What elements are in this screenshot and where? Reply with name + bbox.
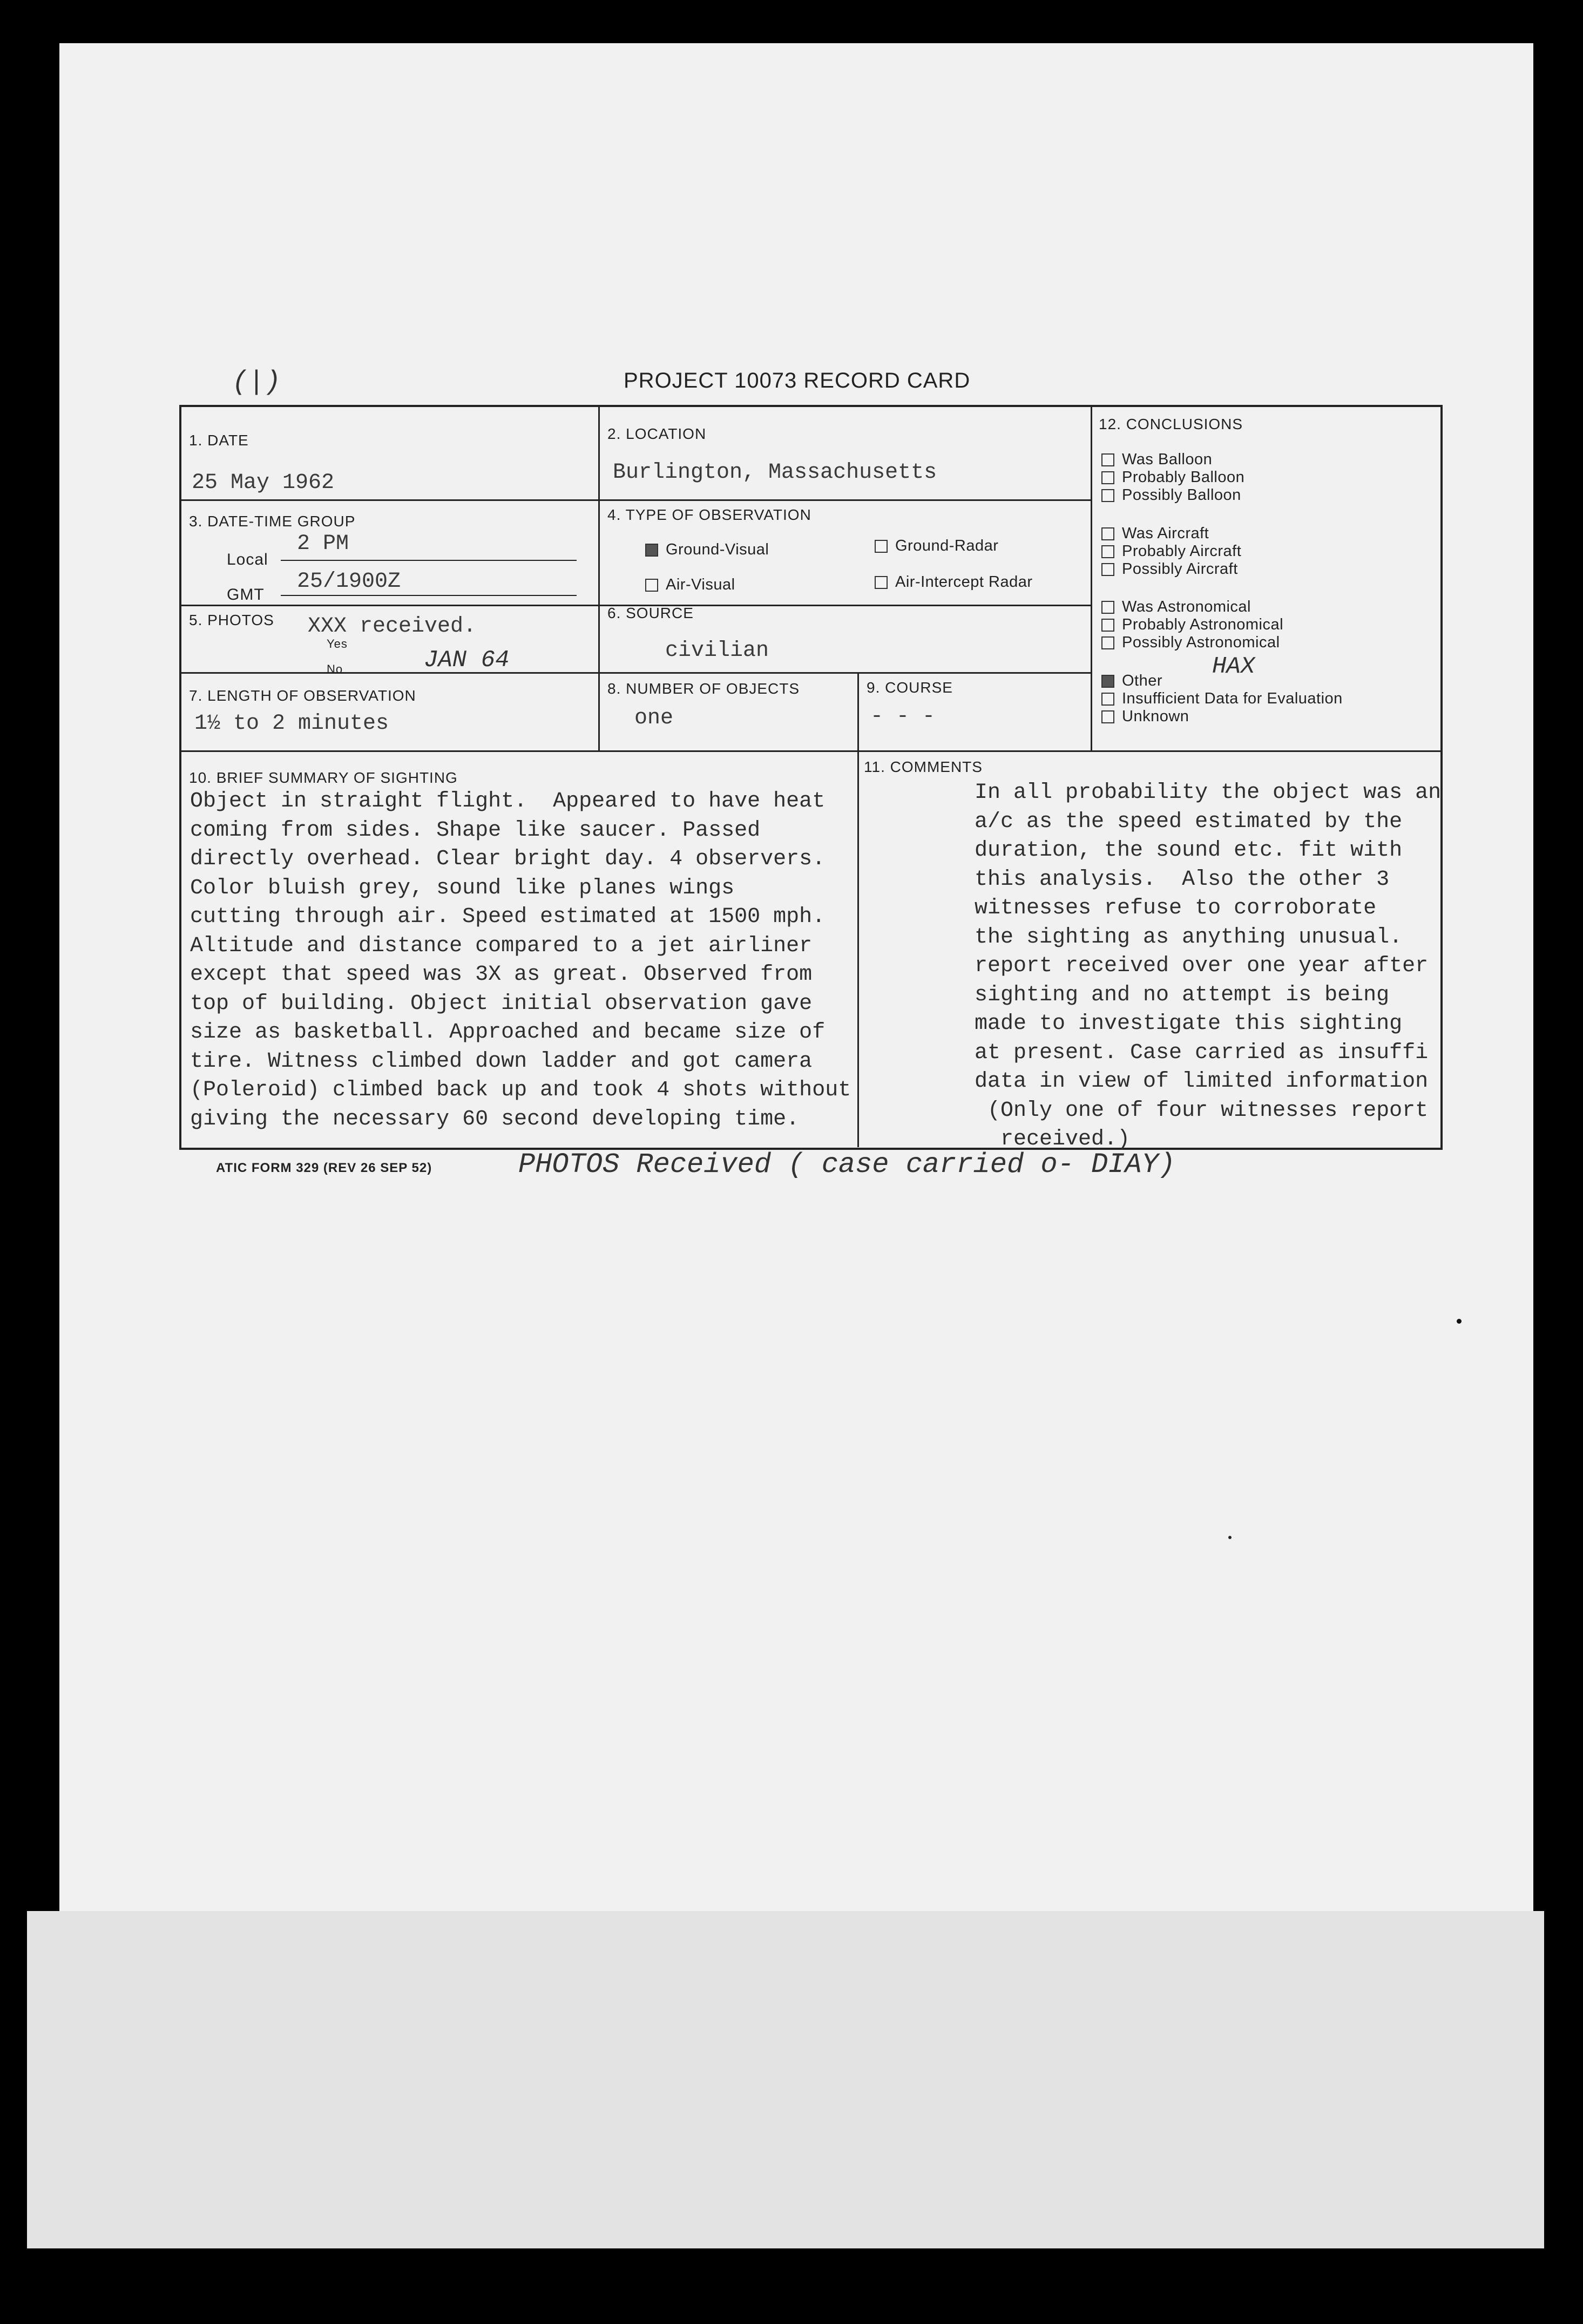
conclusion-text: Possibly Balloon [1122, 486, 1241, 504]
card-border-left [179, 405, 181, 1150]
comments-line: witnesses refuse to corroborate [975, 896, 1377, 920]
summary-line: Altitude and distance compared to a jet airliner [190, 933, 813, 958]
summary-text [190, 787, 851, 1134]
comments-line: the sighting as anything unusual. [975, 925, 1403, 950]
conclusions-group-aircraft [1101, 525, 1241, 578]
conclusion-unknown[interactable] [1101, 708, 1343, 726]
number-of-objects-label: 8. NUMBER OF OBJECTS [607, 680, 800, 697]
summary-line: coming from sides. Shape like saucer. Passed [190, 818, 761, 843]
summary-line: tire. Witness climbed down ladder and got camera [190, 1049, 813, 1074]
checkbox-icon [1101, 693, 1114, 706]
conclusion-text: Possibly Aircraft [1122, 560, 1238, 578]
conclusions-group-astronomical [1101, 598, 1283, 652]
source-label: 6. SOURCE [607, 605, 694, 621]
summary-line: directly overhead. Clear bright day. 4 observers. [190, 847, 826, 871]
comments-line: duration, the sound etc. fit with [975, 838, 1403, 863]
conclusion-text: Insufficient Data for Evaluation [1122, 690, 1343, 707]
course-label: 9. COURSE [867, 679, 953, 696]
conclusion-text: Was Balloon [1122, 451, 1213, 468]
form-id: ATIC FORM 329 (REV 26 SEP 52) [216, 1161, 432, 1175]
local-label: Local [227, 551, 268, 568]
summary-line: (Poleroid) climbed back up and took 4 shots without [190, 1078, 851, 1102]
summary-line: Color bluish grey, sound like planes wings [190, 876, 735, 900]
type-of-observation-label: 4. TYPE OF OBSERVATION [607, 506, 811, 523]
source-value: civilian [665, 639, 769, 663]
conclusions-group-balloon [1101, 451, 1244, 504]
option-label: Air-Intercept Radar [895, 573, 1033, 591]
handwritten-mark: (|) [232, 367, 281, 398]
gmt-value: 25/1900Z [297, 570, 401, 594]
option-ground-radar[interactable] [875, 537, 998, 555]
checkbox-icon [875, 540, 888, 553]
date-time-group-label: 3. DATE-TIME GROUP [189, 513, 356, 530]
conclusion-possibly-balloon[interactable] [1101, 486, 1244, 504]
photos-label: 5. PHOTOS [189, 612, 274, 628]
course-value: - - - [870, 704, 936, 729]
conclusion-text: Probably Balloon [1122, 469, 1245, 486]
photos-no-label: No [327, 662, 343, 676]
date-label: 1. DATE [189, 432, 249, 449]
divider-v-left [598, 406, 600, 751]
conclusion-text: Possibly Astronomical [1122, 634, 1280, 651]
length-of-observation-label: 7. LENGTH OF OBSERVATION [189, 687, 416, 704]
comments-line: made to investigate this sighting [975, 1012, 1403, 1036]
conclusion-text: Other [1122, 672, 1163, 689]
summary-line: size as basketball. Approached and became size of [190, 1020, 826, 1045]
comments-line: at present. Case carried as insuffi [975, 1040, 1429, 1065]
photos-typed: XXX received. [308, 614, 477, 639]
location-label: 2. LOCATION [607, 425, 707, 442]
conclusion-text: Probably Astronomical [1122, 616, 1284, 633]
conclusion-probably-balloon[interactable] [1101, 469, 1244, 486]
checkbox-icon [1101, 471, 1114, 484]
summary-line: giving the necessary 60 second developing time. [190, 1107, 800, 1131]
checkbox-icon [1101, 563, 1114, 576]
photos-handwritten: JAN 64 [424, 647, 510, 674]
divider-h-4 [180, 750, 1442, 752]
conclusion-text: Unknown [1122, 708, 1189, 725]
option-air-intercept-radar[interactable] [875, 573, 1033, 591]
conclusion-was-aircraft[interactable] [1101, 525, 1241, 543]
checkbox-icon [1101, 453, 1114, 466]
comments-line: (Only one of four witnesses report [975, 1098, 1429, 1123]
checkbox-icon [1101, 489, 1114, 502]
comments-line: data in view of limited information [975, 1069, 1429, 1094]
comments-label: 11. COMMENTS [864, 758, 983, 775]
conclusion-possibly-astronomical[interactable] [1101, 634, 1283, 652]
comments-line: report received over one year after [975, 954, 1429, 978]
conclusion-text: Was Astronomical [1122, 598, 1251, 615]
checkbox-icon [1101, 601, 1114, 614]
summary-line: top of building. Object initial observation gave [190, 991, 813, 1016]
comments-line: In all probability the object was an [975, 781, 1442, 805]
other-handwritten: HAX [1212, 653, 1255, 680]
comments-line: sighting and no attempt is being [975, 983, 1390, 1007]
conclusion-was-astronomical[interactable] [1101, 598, 1283, 616]
divider-h-1 [180, 499, 1092, 501]
conclusion-insufficient-data[interactable] [1101, 690, 1343, 708]
checkbox-icon [1101, 710, 1114, 723]
lower-paper-strip [27, 1911, 1544, 2248]
summary-label: 10. BRIEF SUMMARY OF SIGHTING [189, 769, 458, 786]
handwritten-note: PHOTOS Received ( case carried o- DIAY) [518, 1149, 1175, 1181]
comments-line: a/c as the speed estimated by the [975, 809, 1403, 834]
option-label: Air-Visual [666, 576, 735, 593]
speck [1457, 1319, 1462, 1324]
number-of-objects-value: one [634, 706, 674, 730]
divider-h-3 [180, 672, 1092, 674]
conclusion-probably-aircraft[interactable] [1101, 543, 1241, 560]
speck [1228, 1536, 1232, 1539]
conclusions-label: 12. CONCLUSIONS [1099, 416, 1243, 432]
divider-v-right [1091, 406, 1092, 751]
option-label: Ground-Visual [666, 541, 769, 558]
checkbox-checked-icon [645, 544, 658, 557]
conclusion-probably-astronomical[interactable] [1101, 616, 1283, 634]
comments-text [975, 778, 1441, 1154]
gmt-underline [281, 595, 577, 596]
checkbox-icon [1101, 545, 1114, 558]
checkbox-icon [645, 579, 658, 592]
summary-line: cutting through air. Speed estimated at 1500 mph. [190, 905, 826, 929]
checkbox-icon [1101, 636, 1114, 649]
conclusion-was-balloon[interactable] [1101, 451, 1244, 469]
checkbox-icon [875, 576, 888, 589]
comments-line: received.) [975, 1127, 1131, 1151]
date-value: 25 May 1962 [192, 471, 335, 495]
location-value: Burlington, Massachusetts [613, 460, 937, 485]
summary-line: Object in straight flight. Appeared to have heat [190, 789, 826, 814]
option-label: Ground-Radar [895, 537, 999, 554]
local-value: 2 PM [297, 532, 349, 556]
conclusion-text: Probably Aircraft [1122, 543, 1242, 560]
conclusion-text: Was Aircraft [1122, 525, 1209, 542]
card-border-top [179, 405, 1443, 407]
comments-line: this analysis. Also the other 3 [975, 867, 1390, 892]
length-of-observation-value: 1½ to 2 minutes [194, 712, 389, 736]
gmt-label: GMT [227, 586, 265, 604]
conclusion-possibly-aircraft[interactable] [1101, 560, 1241, 578]
summary-line: except that speed was 3X as great. Observed from [190, 963, 813, 987]
card-title: PROJECT 10073 RECORD CARD [624, 369, 971, 392]
photos-yes-label: Yes [327, 637, 348, 651]
checkbox-icon [1101, 527, 1114, 540]
option-air-visual[interactable] [645, 576, 735, 594]
option-ground-visual[interactable] [645, 541, 769, 559]
checkbox-checked-icon [1101, 675, 1114, 688]
divider-v-mid [857, 672, 859, 1147]
checkbox-icon [1101, 619, 1114, 632]
local-underline [281, 560, 577, 561]
